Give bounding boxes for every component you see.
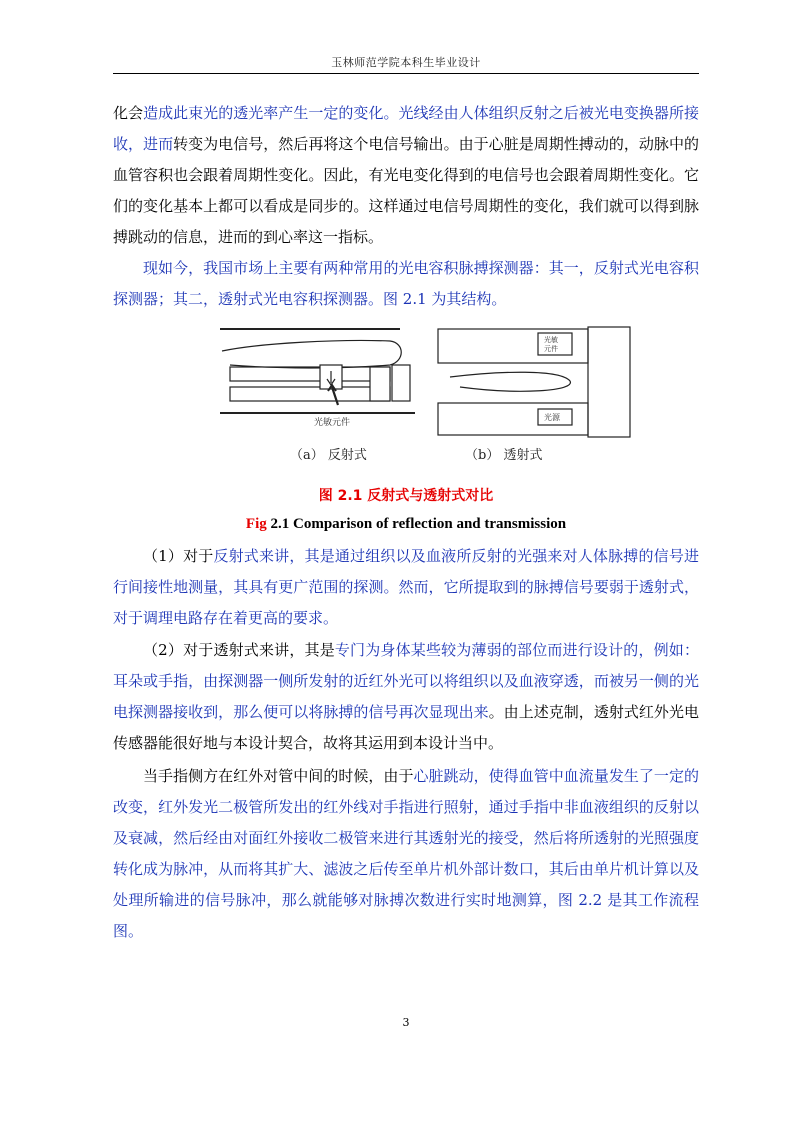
label-b: （b） 透射式	[465, 448, 543, 463]
paragraph-2-text: 现如今，我国市场上主要有两种常用的光电容积脉搏探测器：其一，反射式光电容积探测器；其二，透射式光电容积探测器。图 2.1 为其结构。	[113, 259, 699, 308]
caption-en-rest: 2.1 Comparison of reflection and transmission	[266, 516, 567, 532]
paragraph-4-blue: 专门为身体某些较为薄弱的部位而进行设计的，例如：耳朵或手指，由探测器一侧所发射的近红外光可以将组织以及血液穿透，而被另一侧的光电探测器接收到，那么便可以将脉搏的信号再次显现出来	[113, 641, 699, 721]
paragraph-5	[113, 761, 699, 947]
figure-2-1	[220, 325, 635, 465]
page-header: 玉林师范学院本科生毕业设计	[331, 56, 481, 69]
caption-en-prefix: Fig	[245, 516, 267, 532]
page-number: 3	[402, 1016, 410, 1029]
paragraph-4-prefix: （2）对于透射式来讲，其是	[143, 641, 335, 659]
paragraph-3	[113, 541, 699, 634]
paragraph-5-prefix: 当手指侧方在红外对管中间的时候，由于	[143, 767, 414, 785]
figure-caption-cn: 图 2.1 反射式与透射式对比	[318, 488, 494, 504]
b-bottom-label: 光源	[544, 413, 560, 422]
sensor-label: 光敏元件	[314, 418, 351, 428]
paragraph-4	[113, 635, 699, 759]
b-top-label-2: 元件	[544, 345, 558, 353]
label-a: （a） 反射式	[290, 448, 367, 463]
figure-caption-en	[113, 516, 699, 533]
paragraph-3-prefix: （1）对于	[143, 547, 214, 565]
paragraph-5-blue: 心脏跳动，使得血管中血流量发生了一定的改变，红外发光二极管所发出的红外线对手指进行照射，通过手指中非血液组织的反射以及衰减，然后经由对面红外接收二极管来进行其透射光的接受，然后将所透射的光照强度转化成为脉冲，从而将其扩大、滤波之后传至单片机外部计数口，其后由单片机计算以及处理所输进的信号脉冲，那么就能够对脉搏次数进行实时地测算，图 2.2 是其工作流程图。	[113, 767, 699, 940]
paragraph-4-rest: 。由上述克制，透射式红外光电传感器能很好地与本设计契合，故将其运用到本设计当中。	[113, 703, 699, 752]
paragraph-2	[113, 253, 699, 315]
paragraph-1	[113, 98, 699, 253]
paragraph-3-blue: 反射式来讲，其是通过组织以及血液所反射的光强来对人体脉搏的信号进行间接性地测量，其具有更广范围的探测。然而，它所提取到的脉搏信号要弱于透射式，对于调理电路存在着更高的要求。	[113, 547, 699, 627]
transmissive-diagram	[438, 327, 630, 437]
paragraph-1-rest: 转变为电信号，然后再将这个电信号输出。由于心脏是周期性搏动的，动脉中的血管容积也会跟着周期性变化。因此，有光电变化得到的电信号也会跟着周期性变化。它们的变化基本上都可以看成是同步的。这样通过电信号周期性的变化，我们就可以得到脉搏跳动的信息，进而的到心率这一指标。	[113, 135, 699, 246]
paragraph-1-blue: 造成此束光的透光率产生一定的变化。光线经由人体组织反射之后被光电变换器所接收，进而	[113, 104, 699, 153]
reflective-diagram	[220, 329, 415, 413]
header-rule	[113, 73, 699, 74]
figure-diagram	[220, 325, 635, 465]
b-top-label-1: 光敏	[544, 336, 558, 344]
paragraph-1-start: 化会	[113, 104, 144, 122]
